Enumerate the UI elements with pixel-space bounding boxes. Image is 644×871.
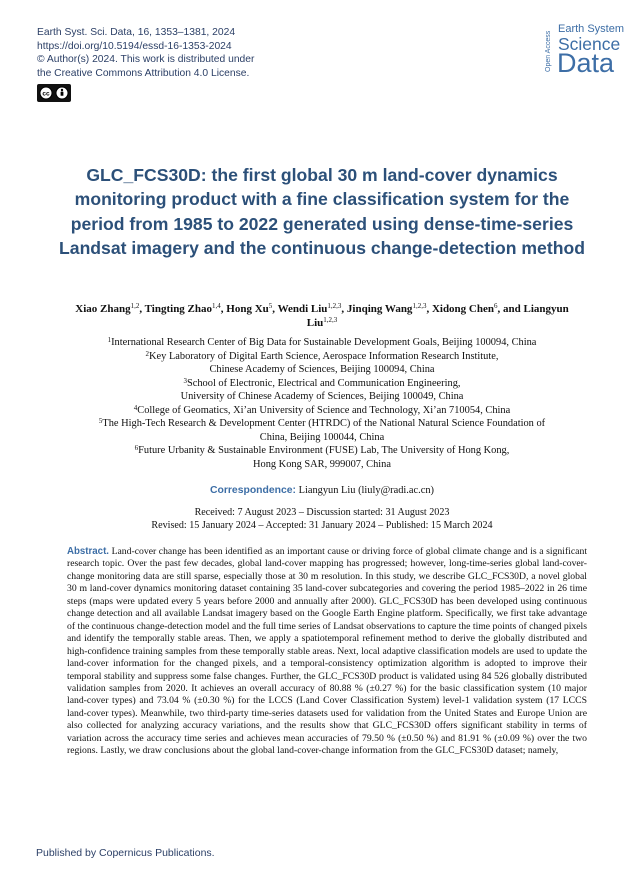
affiliation-text: Key Laboratory of Digital Earth Science, Aerospace Information Research Institute, bbox=[149, 350, 499, 362]
author-name: Hong Xu bbox=[226, 303, 269, 315]
affiliation-number: 1 bbox=[107, 336, 112, 344]
author-name: Tingting Zhao bbox=[144, 303, 213, 315]
doi-link[interactable]: https://doi.org/10.5194/essd-16-1353-2024 bbox=[37, 40, 232, 52]
affiliation-line bbox=[40, 404, 604, 418]
author-separator: , bbox=[139, 303, 145, 315]
author-affiliation-marker: 5 bbox=[268, 302, 273, 310]
abstract bbox=[67, 546, 587, 758]
author-separator: , and bbox=[497, 303, 524, 315]
author-separator: , bbox=[426, 303, 432, 315]
author-affiliation-marker: 1,2 bbox=[130, 302, 140, 310]
cc-by-icon bbox=[39, 86, 53, 100]
affiliation-line bbox=[40, 431, 604, 445]
author-separator: , bbox=[220, 303, 227, 315]
affiliation-number: 5 bbox=[98, 417, 103, 425]
affiliation-number: 2 bbox=[145, 349, 150, 358]
author-separator: , bbox=[272, 303, 278, 315]
author-affiliation-marker: 1,2,3 bbox=[327, 302, 342, 310]
affiliation-line bbox=[40, 350, 604, 364]
author-name: Wendi Liu bbox=[277, 303, 328, 315]
affiliation-line bbox=[40, 377, 604, 391]
affiliation-line bbox=[40, 390, 604, 404]
license-line[interactable]: the Creative Commons Attribution 4.0 License. bbox=[37, 67, 250, 79]
affiliation-text: Hong Kong SAR, 999007, China bbox=[253, 458, 391, 470]
author-affiliation-marker: 1,2,3 bbox=[412, 302, 427, 310]
article-metadata bbox=[37, 26, 254, 80]
publisher-footer: Published by Copernicus Publications. bbox=[36, 847, 215, 859]
author-name: Xidong Chen bbox=[431, 303, 494, 315]
affiliation-text: China, Beijing 100044, China bbox=[259, 431, 385, 443]
paper-title: GLC_FCS30D: the first global 30 m land-cover dynamics monitoring product with a fine classification system for the period from 1985 to 2022 generated using dense-time-series Landsat imagery and the continuous change-detection method bbox=[59, 165, 585, 258]
affiliation-number: 3 bbox=[183, 376, 187, 385]
affiliation-number: 4 bbox=[133, 403, 138, 412]
open-access-label: Open Access bbox=[545, 30, 552, 72]
affiliation-text: Future Urbanity & Sustainable Environment (FUSE) Lab, The University of Hong Kong, bbox=[138, 445, 510, 456]
author-separator: , bbox=[341, 303, 347, 315]
affiliation-text: International Research Center of Big Data for Sustainable Development Goals, Beijing 100094, China bbox=[111, 337, 537, 348]
affiliation-line bbox=[40, 417, 604, 431]
abstract-text: Land-cover change has been identified as an important cause or driving force of global climate change and is a significant research topic. Over the past few decades, global land-cover mapping has progressed; however, long-time-series global land-cover-change monitoring data are still sparse, especially those at 30 m resolution. In this study, we describe GLC_FCS30D, a novel global 30 m land-cover dynamics monitoring dataset containing 35 land-cover subcategories and covering the period 1985–2022 in 26 time steps (maps were updated every 5 years before 2000 and annually after 2000). GLC_FCS30D has been developed using continuous change detection and all available Landsat imagery based on the Google Earth Engine platform. Specifically, we first take advantage of the continuous change-detection model and the full time series of Landsat observations to capture the time points of changed pixels and identify the temporally stable areas. Then, we apply a spatiotemporal refinement method to derive the globally distributed and high-confidence training samples from these temporally stable areas. Next, local adaptive classification models are used to update the land-cover information for the changed pixels, and a temporal-consistency optimization algorithm is adopted to improve their temporal stability and suppress some false changes. Further, the GLC_FCS30D product is validated using 84 526 globally distributed validation samples from 2020. It achieves an overall accuracy of 80.88 % (±0.27 %) for the basic classification system (10 major land-cover types) and 73.04 % (±0.30 %) for the LCCS (Land Cover Classification System) level-1 validation system (17 LCCS land-cover types). Meanwhile, two third-party time-series datasets used for validation from the United States and Europe Union are also collected for analyzing accuracy variations, and the results show that GLC_FCS30D offers significant stability in terms of variation across the accuracy time series and achieves mean accuracies of 79.50 % (±0.50 %) and 81.91 % (±0.09 %) over the two regions. Lastly, we draw conclusions about the global land-cover-change information from the GLC_FCS30D dataset; namely, bbox=[67, 546, 588, 757]
author-name: Jinqing Wang bbox=[346, 303, 413, 315]
correspondence-contact[interactable]: Liangyun Liu (liuly@radi.ac.cn) bbox=[298, 485, 434, 496]
journal-reference: Earth Syst. Sci. Data, 16, 1353–1381, 2024 bbox=[37, 27, 236, 38]
author-affiliation-marker: 1,2,3 bbox=[323, 316, 338, 324]
author-name: Xiao Zhang bbox=[75, 303, 131, 315]
author-affiliation-marker: 1,4 bbox=[212, 302, 221, 310]
affiliation-text: University of Chinese Academy of Sciences, Beijing 100049, China bbox=[180, 391, 464, 402]
publication-dates bbox=[0, 506, 644, 532]
affiliation-list bbox=[40, 336, 604, 471]
author-affiliation-marker: 6 bbox=[493, 302, 498, 310]
affiliation-text: The High-Tech Research & Development Center (HTRDC) of the National Natural Science Foundation of bbox=[102, 418, 546, 429]
affiliation-text: Chinese Academy of Sciences, Beijing 100094, China bbox=[209, 364, 435, 375]
received-dates: Received: 7 August 2023 – Discussion started: 31 August 2023 bbox=[194, 507, 450, 518]
affiliation-number: 6 bbox=[134, 444, 139, 452]
person-icon bbox=[55, 86, 69, 100]
affiliation-text: College of Geomatics, Xi’an University of Science and Technology, Xi’an 710054, China bbox=[137, 404, 511, 416]
logo-science: Science bbox=[558, 34, 621, 54]
author-name: Liangyun Liu bbox=[306, 303, 569, 329]
affiliation-line bbox=[40, 458, 604, 472]
revised-dates: Revised: 15 January 2024 – Accepted: 31 January 2024 – Published: 15 March 2024 bbox=[151, 520, 493, 532]
cc-by-license-badge[interactable] bbox=[37, 84, 71, 102]
correspondence bbox=[0, 484, 644, 497]
affiliation-line bbox=[40, 336, 604, 350]
author-list bbox=[60, 302, 584, 330]
affiliation-line bbox=[40, 363, 604, 377]
affiliation-text: School of Electronic, Electrical and Communication Engineering, bbox=[186, 377, 461, 389]
correspondence-label: Correspondence: bbox=[209, 485, 297, 496]
svg-text:cc: cc bbox=[42, 90, 50, 98]
logo-earth-system: Earth System bbox=[558, 23, 625, 35]
abstract-label: Abstract. bbox=[67, 546, 109, 557]
copyright-line: © Author(s) 2024. This work is distributed under bbox=[37, 54, 255, 65]
affiliation-line bbox=[40, 444, 604, 458]
logo-data: Data bbox=[557, 48, 615, 78]
